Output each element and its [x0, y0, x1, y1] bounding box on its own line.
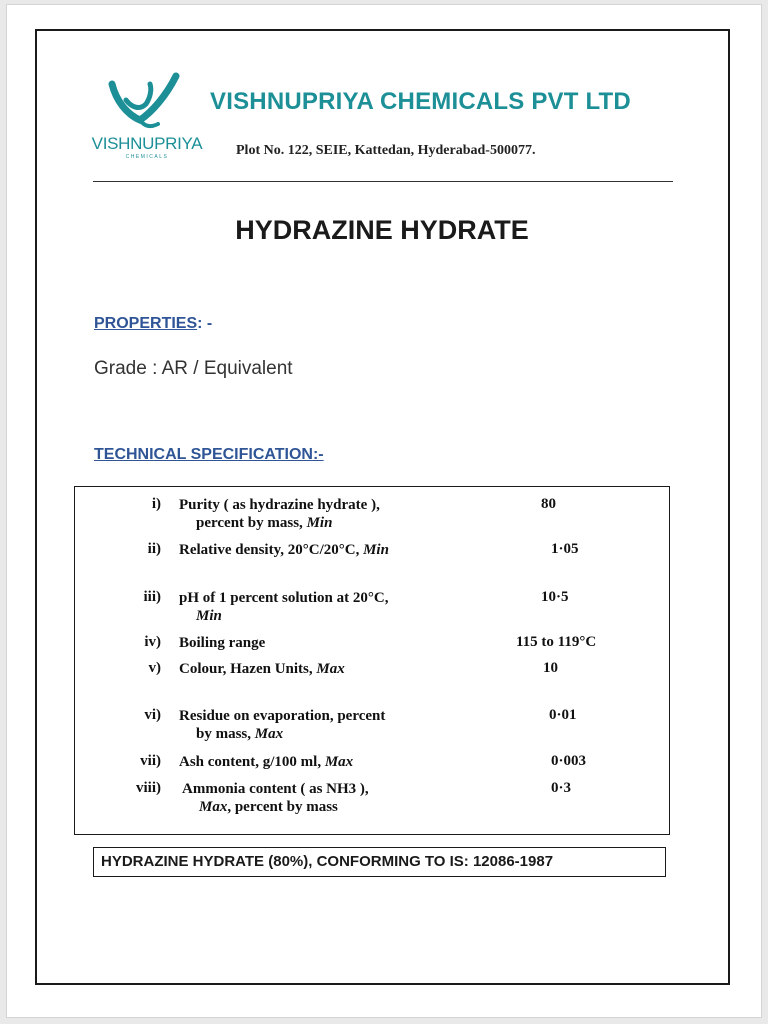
- spec-row-number: viii): [136, 780, 161, 796]
- spec-row-label-qualifier: Max: [254, 726, 284, 742]
- spec-row-label-line1: pH of 1 percent solution at 20°C,: [179, 590, 389, 606]
- grade-line: Grade : AR / Equivalent: [94, 358, 293, 379]
- spec-row-number: vi): [144, 707, 161, 723]
- spec-row-value: 10·5: [541, 589, 569, 605]
- spec-row-label: [179, 753, 479, 771]
- spec-row-label-line1: Residue on evaporation, percent: [179, 708, 386, 724]
- spec-row-label-line1: Ammonia content ( as NH3 ),: [182, 781, 369, 797]
- spec-row-label-qualifier: Min: [306, 515, 333, 531]
- spec-row-label-line1: Purity ( as hydrazine hydrate ),: [179, 497, 380, 513]
- conformance-note: HYDRAZINE HYDRATE (80%), CONFORMING TO IS: 12086-1987: [93, 847, 666, 877]
- spec-row-number: iv): [144, 634, 161, 650]
- spec-row-label: [179, 589, 479, 625]
- spec-row-number: iii): [143, 589, 161, 605]
- logo-subtext: CHEMICALS: [125, 154, 169, 160]
- spec-row-value: 1·05: [551, 541, 579, 557]
- logo-wordmark: VISHNUPRIYA: [91, 134, 203, 153]
- header-divider: [93, 181, 673, 182]
- technical-spec-heading: [94, 446, 324, 464]
- spec-row-value: 10: [543, 660, 558, 676]
- spec-row-value: 0·01: [549, 707, 577, 723]
- document-title-text: HYDRAZINE HYDRATE: [235, 215, 529, 245]
- spec-row-label: [179, 660, 479, 678]
- spec-row-label-line2: [182, 798, 482, 816]
- spec-row-label-text: by mass,: [196, 726, 255, 742]
- properties-heading-suffix: : -: [197, 315, 213, 332]
- spec-row-number: ii): [147, 541, 161, 557]
- company-address: Plot No. 122, SEIE, Kattedan, Hyderabad-500077.: [236, 143, 536, 158]
- company-name: VISHNUPRIYA CHEMICALS PVT LTD: [210, 88, 631, 115]
- spec-row-label-qualifier: Max: [316, 661, 345, 677]
- company-logo: [88, 70, 206, 166]
- spec-row-label-line2: [179, 725, 479, 743]
- properties-heading: [94, 315, 212, 333]
- spec-row-value: 115 to 119°C: [516, 634, 597, 650]
- document-title: [0, 215, 768, 246]
- spec-row-value: 0·3: [551, 780, 572, 796]
- spec-row-label-line2: [179, 514, 479, 532]
- spec-row-label-text: percent by mass,: [196, 515, 307, 531]
- spec-row-label-qualifier: Min: [363, 542, 389, 558]
- logo-mark-icon: [106, 70, 188, 132]
- spec-row-label-text: Ash content, g/100 ml,: [179, 754, 325, 770]
- spec-row-number: v): [148, 660, 161, 676]
- spec-row-label-text: Colour, Hazen Units,: [179, 661, 317, 677]
- spec-row-label-qualifier: Max: [324, 754, 354, 770]
- spec-table: [74, 486, 670, 835]
- spec-row-label: Boiling range: [179, 635, 266, 651]
- properties-heading-text: PROPERTIES: [94, 315, 198, 332]
- spec-row-label: [182, 780, 482, 816]
- spec-row-value: 0·003: [551, 753, 587, 769]
- spec-row-label-text: , percent by mass: [227, 799, 338, 815]
- spec-row-number: i): [151, 496, 161, 512]
- spec-row-number: vii): [140, 753, 161, 769]
- technical-spec-heading-text: TECHNICAL SPECIFICATION:-: [94, 446, 324, 463]
- spec-row-label-qualifier: Min: [196, 608, 222, 624]
- spec-row-label: [179, 707, 479, 743]
- spec-row-label: [179, 541, 479, 559]
- spec-row-label-qualifier: Max: [199, 799, 228, 815]
- spec-row-label-text: Relative density, 20°C/20°C,: [179, 542, 364, 558]
- spec-row-label: [179, 496, 479, 532]
- spec-row-value: 80: [541, 496, 556, 512]
